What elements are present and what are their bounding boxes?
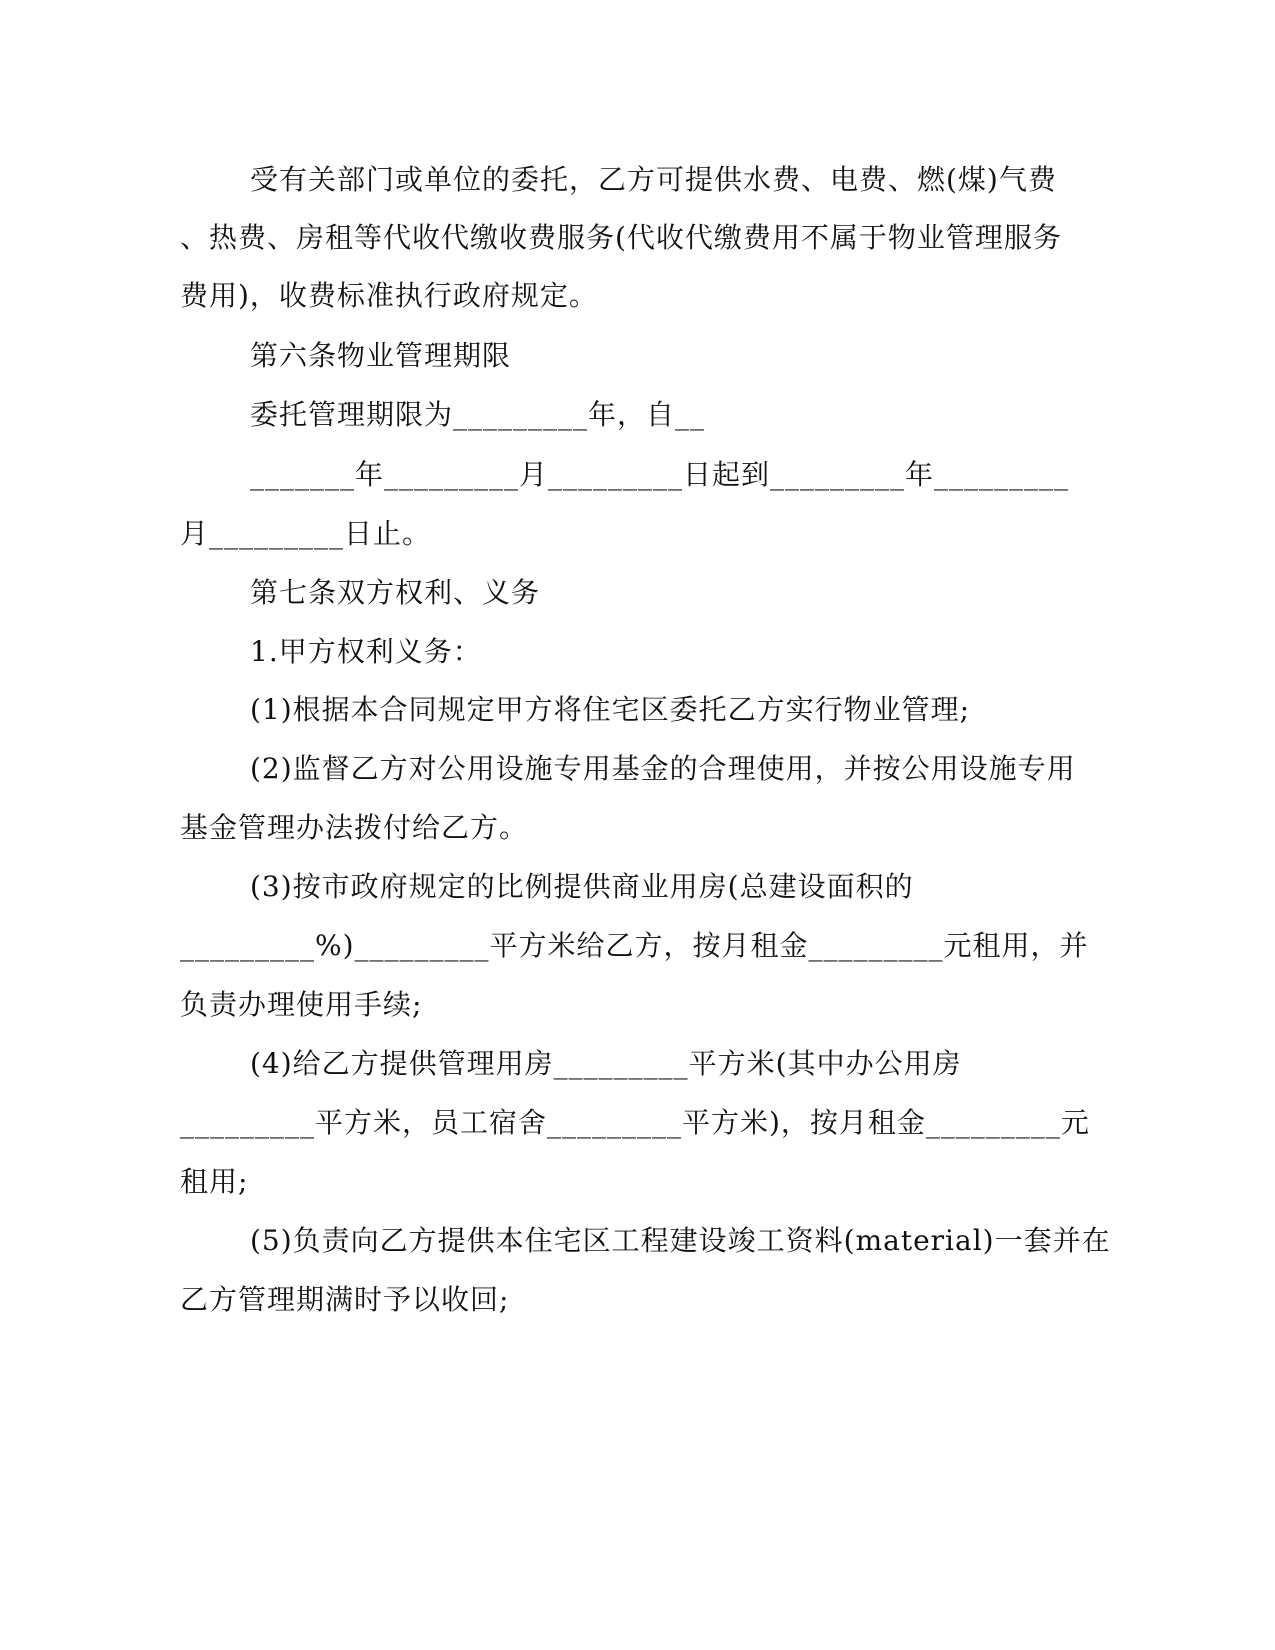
paragraph-line: _______年_________月_________日起到_________年_________ [250, 458, 1070, 491]
paragraph-line: 委托管理期限为_________年，自__ [250, 398, 706, 431]
paragraph-line: 费用)，收费标准执行政府规定。 [180, 279, 598, 312]
list-item: (1)根据本合同规定甲方将住宅区委托乙方实行物业管理; [250, 693, 971, 726]
paragraph-line: _________平方米，员工宿舍_________平方米)，按月租金_________元 [180, 1106, 1090, 1139]
list-item: (5)负责向乙方提供本住宅区工程建设竣工资料(material)一套并在 [250, 1224, 1111, 1257]
paragraph-line: 、热费、房租等代收代缴收费服务(代收代缴费用不属于物业管理服务 [180, 221, 1062, 254]
list-item: (4)给乙方提供管理用房_________平方米(其中办公用房 [250, 1047, 962, 1080]
paragraph-line: _________%)_________平方米给乙方，按月租金_________元租用，并 [180, 929, 1089, 962]
paragraph-line: 月_________日止。 [180, 517, 432, 550]
paragraph-line: 租用; [180, 1165, 249, 1198]
list-item: (3)按市政府规定的比例提供商业用房(总建设面积的 [250, 870, 914, 903]
section-heading: 第六条物业管理期限 [250, 339, 512, 372]
paragraph-line: 受有关部门或单位的委托，乙方可提供水费、电费、燃(煤)气费 [250, 163, 1057, 196]
section-heading: 第七条双方权利、义务 [250, 576, 541, 609]
paragraph-line: 负责办理使用手续; [180, 988, 423, 1021]
list-item: (2)监督乙方对公用设施专用基金的合理使用，并按公用设施专用 [250, 752, 1076, 785]
paragraph-line: 基金管理办法拨付给乙方。 [180, 811, 529, 844]
paragraph-line: 乙方管理期满时予以收回; [180, 1283, 510, 1316]
subsection-heading: 1.甲方权利义务： [250, 635, 482, 668]
